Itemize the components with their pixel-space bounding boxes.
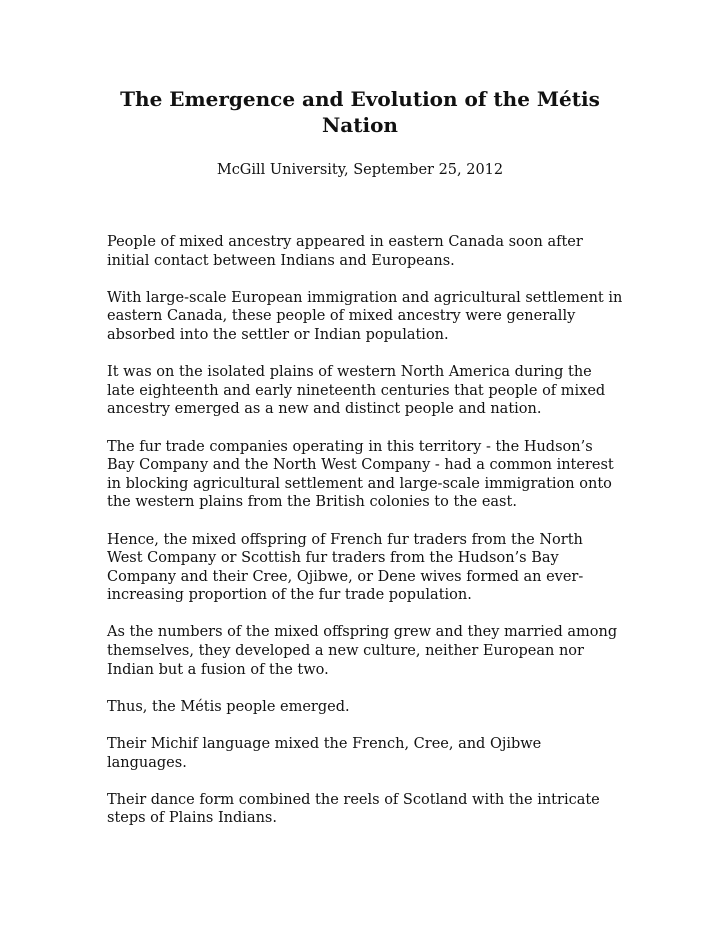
paragraph: As the numbers of the mixed offspring grew and they married among themselves, they developed a new culture, neither European nor Indian but a fusion of the two. [107, 624, 618, 678]
paragraph: It was on the isolated plains of western North America during the late eighteenth and early nineteenth centuries that people of mixed ancestry emerged as a new and distinct people and nation. [107, 364, 606, 418]
paragraph: Thus, the Métis people emerged. [107, 698, 350, 715]
paragraph: People of mixed ancestry appeared in eastern Canada soon after initial contact between Indians and Europeans. [107, 234, 583, 269]
paragraph: Hence, the mixed offspring of French fur traders from the North West Company or Scottish fur traders from the Hudson’s Bay Company and their Cree, Ojibwe, or Dene wives formed an ever-increasing proportion of the fur trade population. [107, 531, 584, 604]
document-body [107, 233, 623, 847]
paragraph: Their dance form combined the reels of Scotland with the intricate steps of Plains Indians. [107, 791, 600, 827]
document-subtitle: McGill University, September 25, 2012 [216, 162, 504, 178]
paragraph: With large-scale European immigration and agricultural settlement in eastern Canada, these people of mixed ancestry were generally absorbed into the settler or Indian population. [107, 289, 623, 343]
document-title: The Emergence and Evolution of the Métis Nation [120, 87, 600, 137]
paragraph: The fur trade companies operating in this territory - the Hudson’s Bay Company and the North West Company - had a common interest in blocking agricultural settlement and large-scale immigration onto the western plains from the British colonies to the east. [107, 438, 614, 511]
paragraph: Their Michif language mixed the French, Cree, and Ojibwe languages. [107, 736, 542, 771]
